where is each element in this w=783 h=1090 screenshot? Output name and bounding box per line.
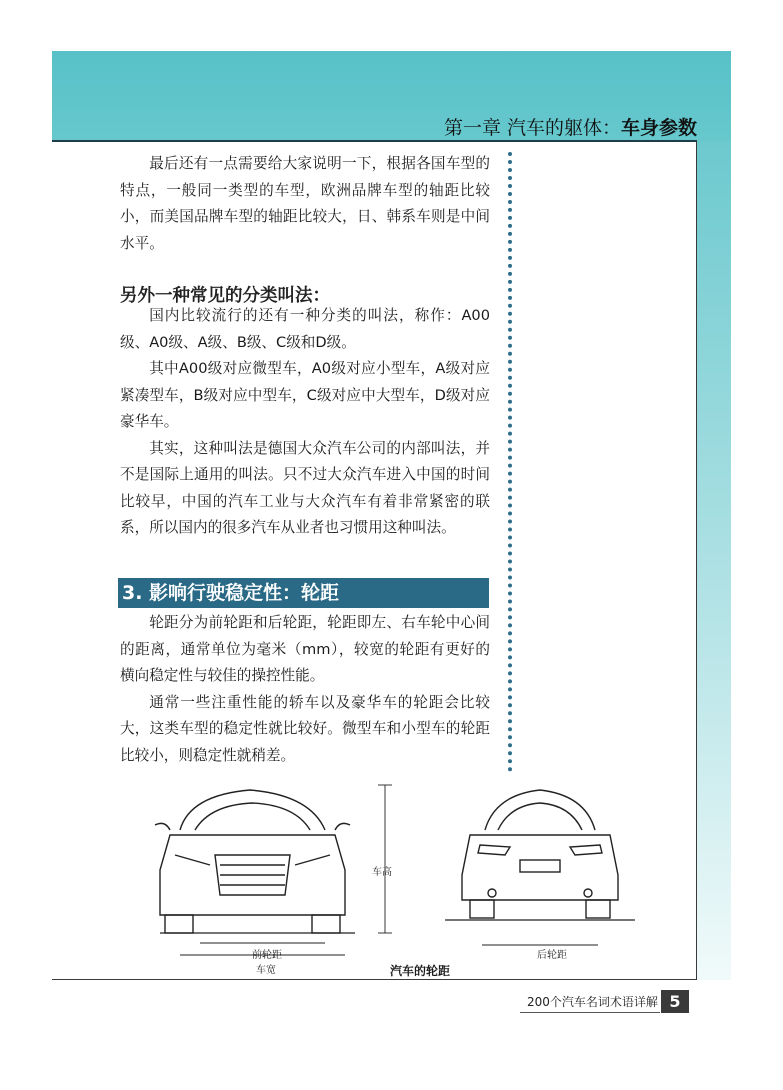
rear-car-illustration [462,790,618,918]
rear-track-label: 后轮距 [537,950,567,961]
chapter-prefix: 第一章 汽车的躯体： [443,117,621,139]
figure-caption: 汽车的轮距 [390,964,451,978]
classification-paragraph-2: 其中A00级对应微型车，A0级对应小型车，A级对应紧凑型车，B级对应中型车，C级对应中大型车，D级对应豪华车。 [120,360,490,430]
page-number: 5 [661,990,689,1013]
height-label: 车高 [372,867,392,878]
car-track-diagram [140,775,660,980]
intro-block [120,151,490,257]
section3-paragraph-1: 轮距分为前轮距和后轮距，轮距即左、右车轮中心间的距离，通常单位为毫米（mm），较宽的轮距有更好的横向稳定性与较佳的操控性能。 [120,614,490,684]
intro-paragraph: 最后还有一点需要给大家说明一下，根据各国车型的特点，一般同一类型的车型，欧洲品牌车型的轴距比较小，而美国品牌车型的轴距比较大，日、韩系车则是中间水平。 [120,155,490,252]
chapter-topic: 车身参数 [620,117,697,139]
column-dotted-divider [508,152,512,772]
section-title-bar: 3. 影响行驶稳定性：轮距 [118,578,489,608]
chapter-title [444,113,697,140]
footer-rule [520,1012,660,1013]
classification-paragraph-3: 其实，这种叫法是德国大众汽车公司的内部叫法，并不是国际上通用的叫法。只不过大众汽车进入中国的时间比较早，中国的汽车工业与大众汽车有着非常紧密的联系，所以国内的很多汽车从业者也习惯用这种叫法。 [120,439,490,536]
classification-paragraph-1: 国内比较流行的还有一种分类的叫法，称作：A00级、A0级、A级、B级、C级和D级。 [120,307,490,351]
classification-heading: 另外一种常见的分类叫法： [120,286,330,306]
footer-book-title: 200个汽车名词术语详解 [527,995,658,1009]
ground-lines [160,920,635,933]
side-gradient-strip [697,141,731,980]
classification-block [120,303,490,542]
section3-paragraph-2: 通常一些注重性能的轿车以及豪华车的轮距会比较大，这类车型的稳定性就比较好。微型车和小型车的轮距比较小，则稳定性就稍差。 [120,693,490,764]
width-label: 车宽 [256,965,276,976]
front-track-label: 前轮距 [252,950,282,961]
section3-block [120,610,490,769]
front-car-illustration [155,790,350,933]
